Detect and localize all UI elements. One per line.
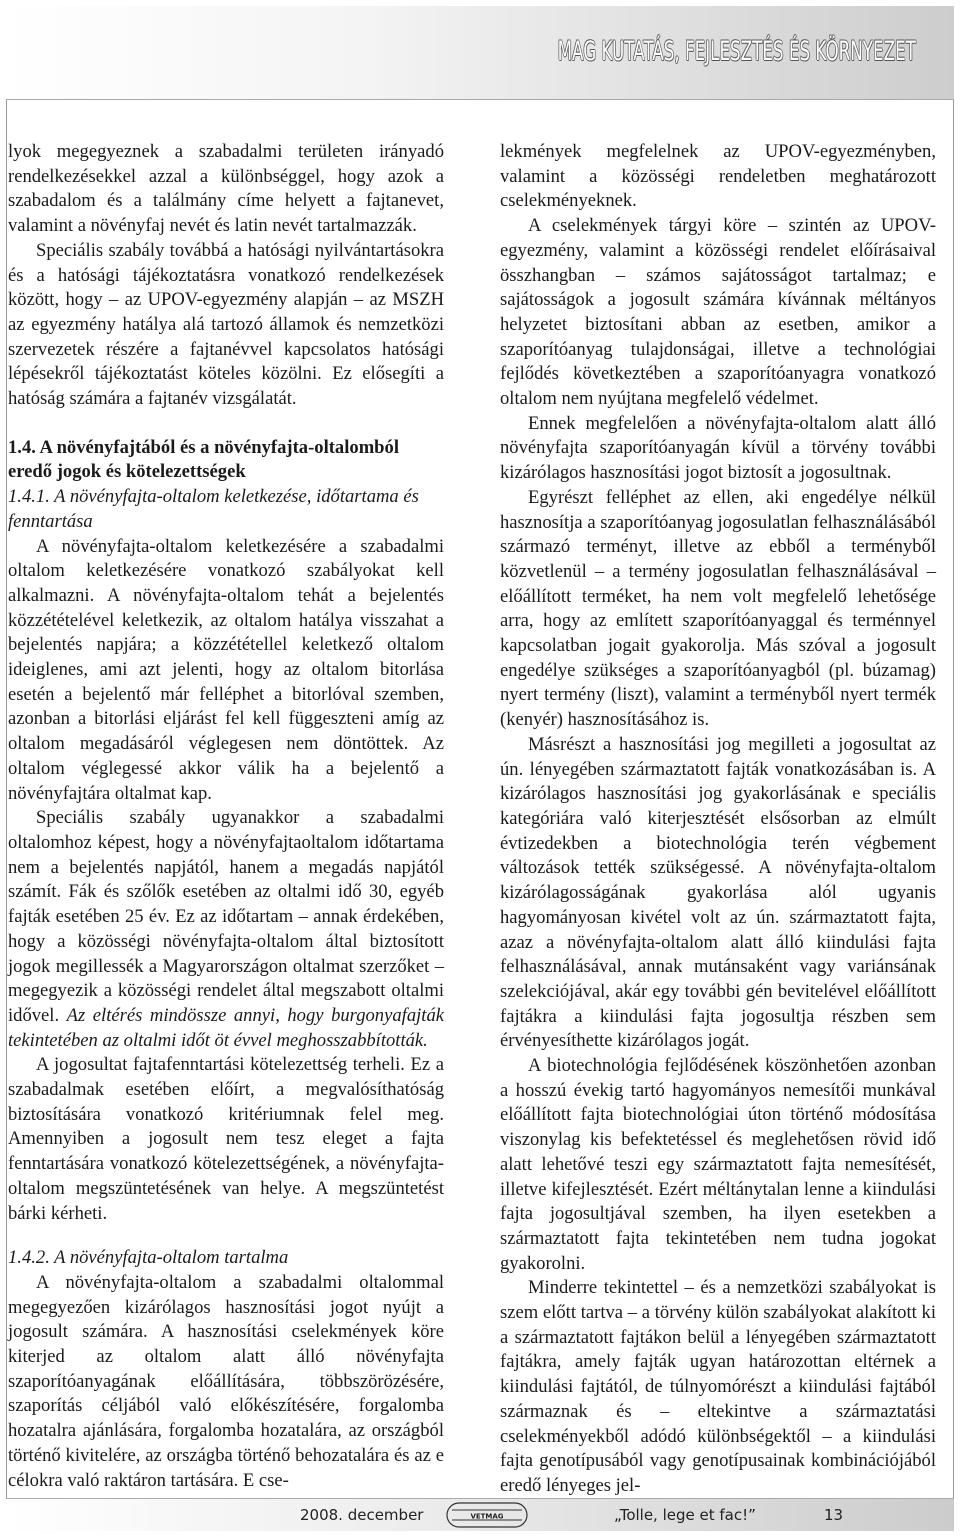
paragraph: A biotechnológia fejlődésének köszönhetően azonban a hosszú évekig tartó hagyományos nemesítői munkával előállított fajta biotechnológiai úton történő módosítása viszonylag kis befektetéssel és meglehetősen rövid idő alatt lehetővé teszi egy származtatott fajta nemesítését, illetve kifejlesztését. Ezért méltánytalan lenne a kiindulási fajta jogosultjával szemben, ha ilyen esetekben a származtatott fajta tekintetében nem tudna jogokat gyakorolni. xyxy=(500,1055,936,1274)
paragraph: Ennek megfelelően a növényfajta-oltalom alatt álló növényfajta szaporítóanyagán kívül a törvény további kizárólagos hasznosítási jogot biztosít a jogosultnak. xyxy=(500,412,936,484)
paragraph: A növényfajta-oltalom keletkezésére a szabadalmi oltalom keletkezésére vonatkozó szabályokat kell alkalmazni. A növényfajta-oltalom tehát a bejelentés közzétételével keletkezik, az oltalom hatálya visszahat a bejelentés napjára; a közzététellel keletkező oltalom ideiglenes, ami azt jelenti, hogy az oltalom bitorlása esetén a bejelentő már felléphet a bitorlóval szemben, azonban a bitorlási eljárást fel kell függeszteni amíg az oltalom megadásáról véglegesen nem döntöttek. Az oltalom véglegessé akkor válik ha a bejelentő a növényfajtára oltalmat kap. xyxy=(8,535,444,804)
page-number: 13 xyxy=(824,1506,844,1524)
footer-date: 2008. december xyxy=(300,1506,424,1524)
section-heading: 1.4. A növényfajtából és a növényfajta-oltalomból eredő jogok és kötelezettségek xyxy=(8,436,399,483)
subsection-heading: 1.4.2. A növényfajta-oltalom tartalma xyxy=(8,1247,289,1269)
page-header xyxy=(6,6,954,100)
svg-text:VETMAG: VETMAG xyxy=(470,1512,504,1521)
paragraph: A jogosultat fajtafenntartási kötelezettség terheli. Ez a szabadalmak esetében előírt, a megvalósíthatóság biztosítására vonatkozó kritériumnak felel meg. Amennyiben a jogosult nem tesz eleget a fajta fenntartására vonatkozó kötelezettségének, a növényfajta-oltalom megszüntetésének van helye. A megszüntetést bárki kérheti. xyxy=(8,1054,444,1224)
left-column xyxy=(8,140,444,1493)
header-title: MAG KUTATÁS, FEJLESZTÉS ÉS KÖRNYEZET xyxy=(557,36,916,67)
paragraph: lyok megegyeznek a szabadalmi területen irányadó rendelkezésekkel azzal a különbséggel, hogy azok a szabadalom és a találmány címe helyett a fajtanevet, valamint a növényfaj nevét és latin nevét tartalmazzák. xyxy=(8,141,444,237)
paragraph: Egyrészt felléphet az ellen, aki engedélye nélkül hasznosítja a szaporítóanyag jogosulatlan felhasználásából származó terményt, illetve az ebből a terményből közvetlenül – a termény jogosulatlan felhasználásával – előállított terméket, ha nem volt megfelelő lehetősége arra, hogy az említett szaporítóanyaggal és terménnyel kapcsolatban jogait gyakorolja. Más szóval a jogosult engedélye szükséges a szaporítóanyagból (pl. búzamag) nyert termény (liszt), valamint a terményből nyert termék (kenyér) hasznosításához is. xyxy=(500,486,936,731)
italic-text: Az eltérés mindössze annyi, hogy burgonyafajták tekintetében az oltalmi időt öt évvel meghosszabbították. xyxy=(8,1004,444,1051)
paragraph-text: Speciális szabály ugyanakkor a szabadalmi oltalomhoz képest, hogy a növényfajtaoltalom időtartama nem a bejelentés napjától, hanem a megadás napjától számít. Fák és szőlők esetében az oltalmi idő 30, egyéb fajták esetében 25 év. Ez az időtartam – annak érdekében, hogy a közösségi növényfajta-oltalom által biztosított jogok megillessék a Magyarországon oltalmat szerzőket – megegyezik a közösségi rendelet által megszabott oltalmi idővel. xyxy=(8,807,444,1026)
subsection-heading: 1.4.1. A növényfajta-oltalom keletkezése, időtartama és fenntartása xyxy=(8,486,419,532)
paragraph: Másrészt a hasznosítási jog megilleti a jogosultat az ún. lényegében származtatott fajták vonatkozásában is. A kizárólagos hasznosítási jog gyakorlásának e speciális kategóriára való kiterjesztését elsősorban az elmúlt évtizedekben a biotechnológia terén végbement változások tették szükségessé. A növényfajta-oltalom kizárólagosságának gyakorlása alól ugyanis hagyományosan kivétel volt az ún. származtatott fajta, azaz a növényfajta-oltalom alatt álló kiindulási fajta felhasználásával, annak mutánsaként vagy variánsának szelekciójával, akár egy további gén bevitelével előállított fajtákra a kiindulási fajta jogosultja részben sem érvényesíthette kizárólagos jogát. xyxy=(500,733,936,1052)
publisher-logo xyxy=(446,1502,528,1528)
paragraph xyxy=(8,806,444,1053)
paragraph: A cselekmények tárgyi köre – szintén az UPOV-egyezmény, valamint a közösségi rendelet előírásaival összhangban – számos sajátosságot tartalmaz; e sajátosságok a jogosult számára kívánnak méltányos helyzetet biztosítani abban az esetben, amikor a szaporítóanyag tulajdonságai, illetve a technológiai fejlődés következtében a szaporítóanyagra vonatkozó oltalom nem nyújtana megfelelő védelmet. xyxy=(500,215,936,410)
paragraph: Speciális szabály továbbá a hatósági nyilvántartásokra és a hatósági tájékoztatásra vonatkozó rendelkezések között, hogy – az UPOV-egyezmény alapján – az MSZH az egyezmény hatálya alá tartozó államok és nemzetközi szervezetek részére a fajtanévvel kapcsolatos hatósági lépésekről tájékoztatást köteles közölni. Ez elősegíti a hatóság számára a fajtanév vizsgálatát. xyxy=(8,239,444,410)
footer-motto: „Tolle, lege et fac!” xyxy=(614,1506,756,1524)
paragraph: A növényfajta-oltalom a szabadalmi oltalommal megegyezően kizárólagos hasznosítási jogot nyújt a jogosult számára. A hasznosítási cselekmények köre kiterjed az oltalom alatt álló növényfajta szaporítóanyagának előállítására, többszörözésére, szaporítás céljából való előkészítésére, forgalomba hozatalra ajánlására, forgalomba hozatalára, az országból történő kivitelére, az országba történő behozatalára és az e célokra való raktáron tartására. E cse- xyxy=(8,1271,444,1491)
paragraph: Minderre tekintettel – és a nemzetközi szabályokat is szem előtt tartva – a törvény külön szabályokat alakított ki a származtatott fajtákon belül a lényegében származtatott fajtákra, amely fajták ugyan határozottan eltérnek a kiindulási fajtától, de túlnyomórészt a kiindulási fajtából származnak és – eltekintve a származtatási cselekményekből adódó különbségektől – a kiindulási fajta genotípusából vagy genotípusainak kombinációjából eredő lényeges jel- xyxy=(500,1277,936,1496)
paragraph: lekmények megfelelnek az UPOV-egyezményben, valamint a közösségi rendeletben meghatározott cselekményeknek. xyxy=(500,141,936,212)
right-column xyxy=(500,140,936,1499)
